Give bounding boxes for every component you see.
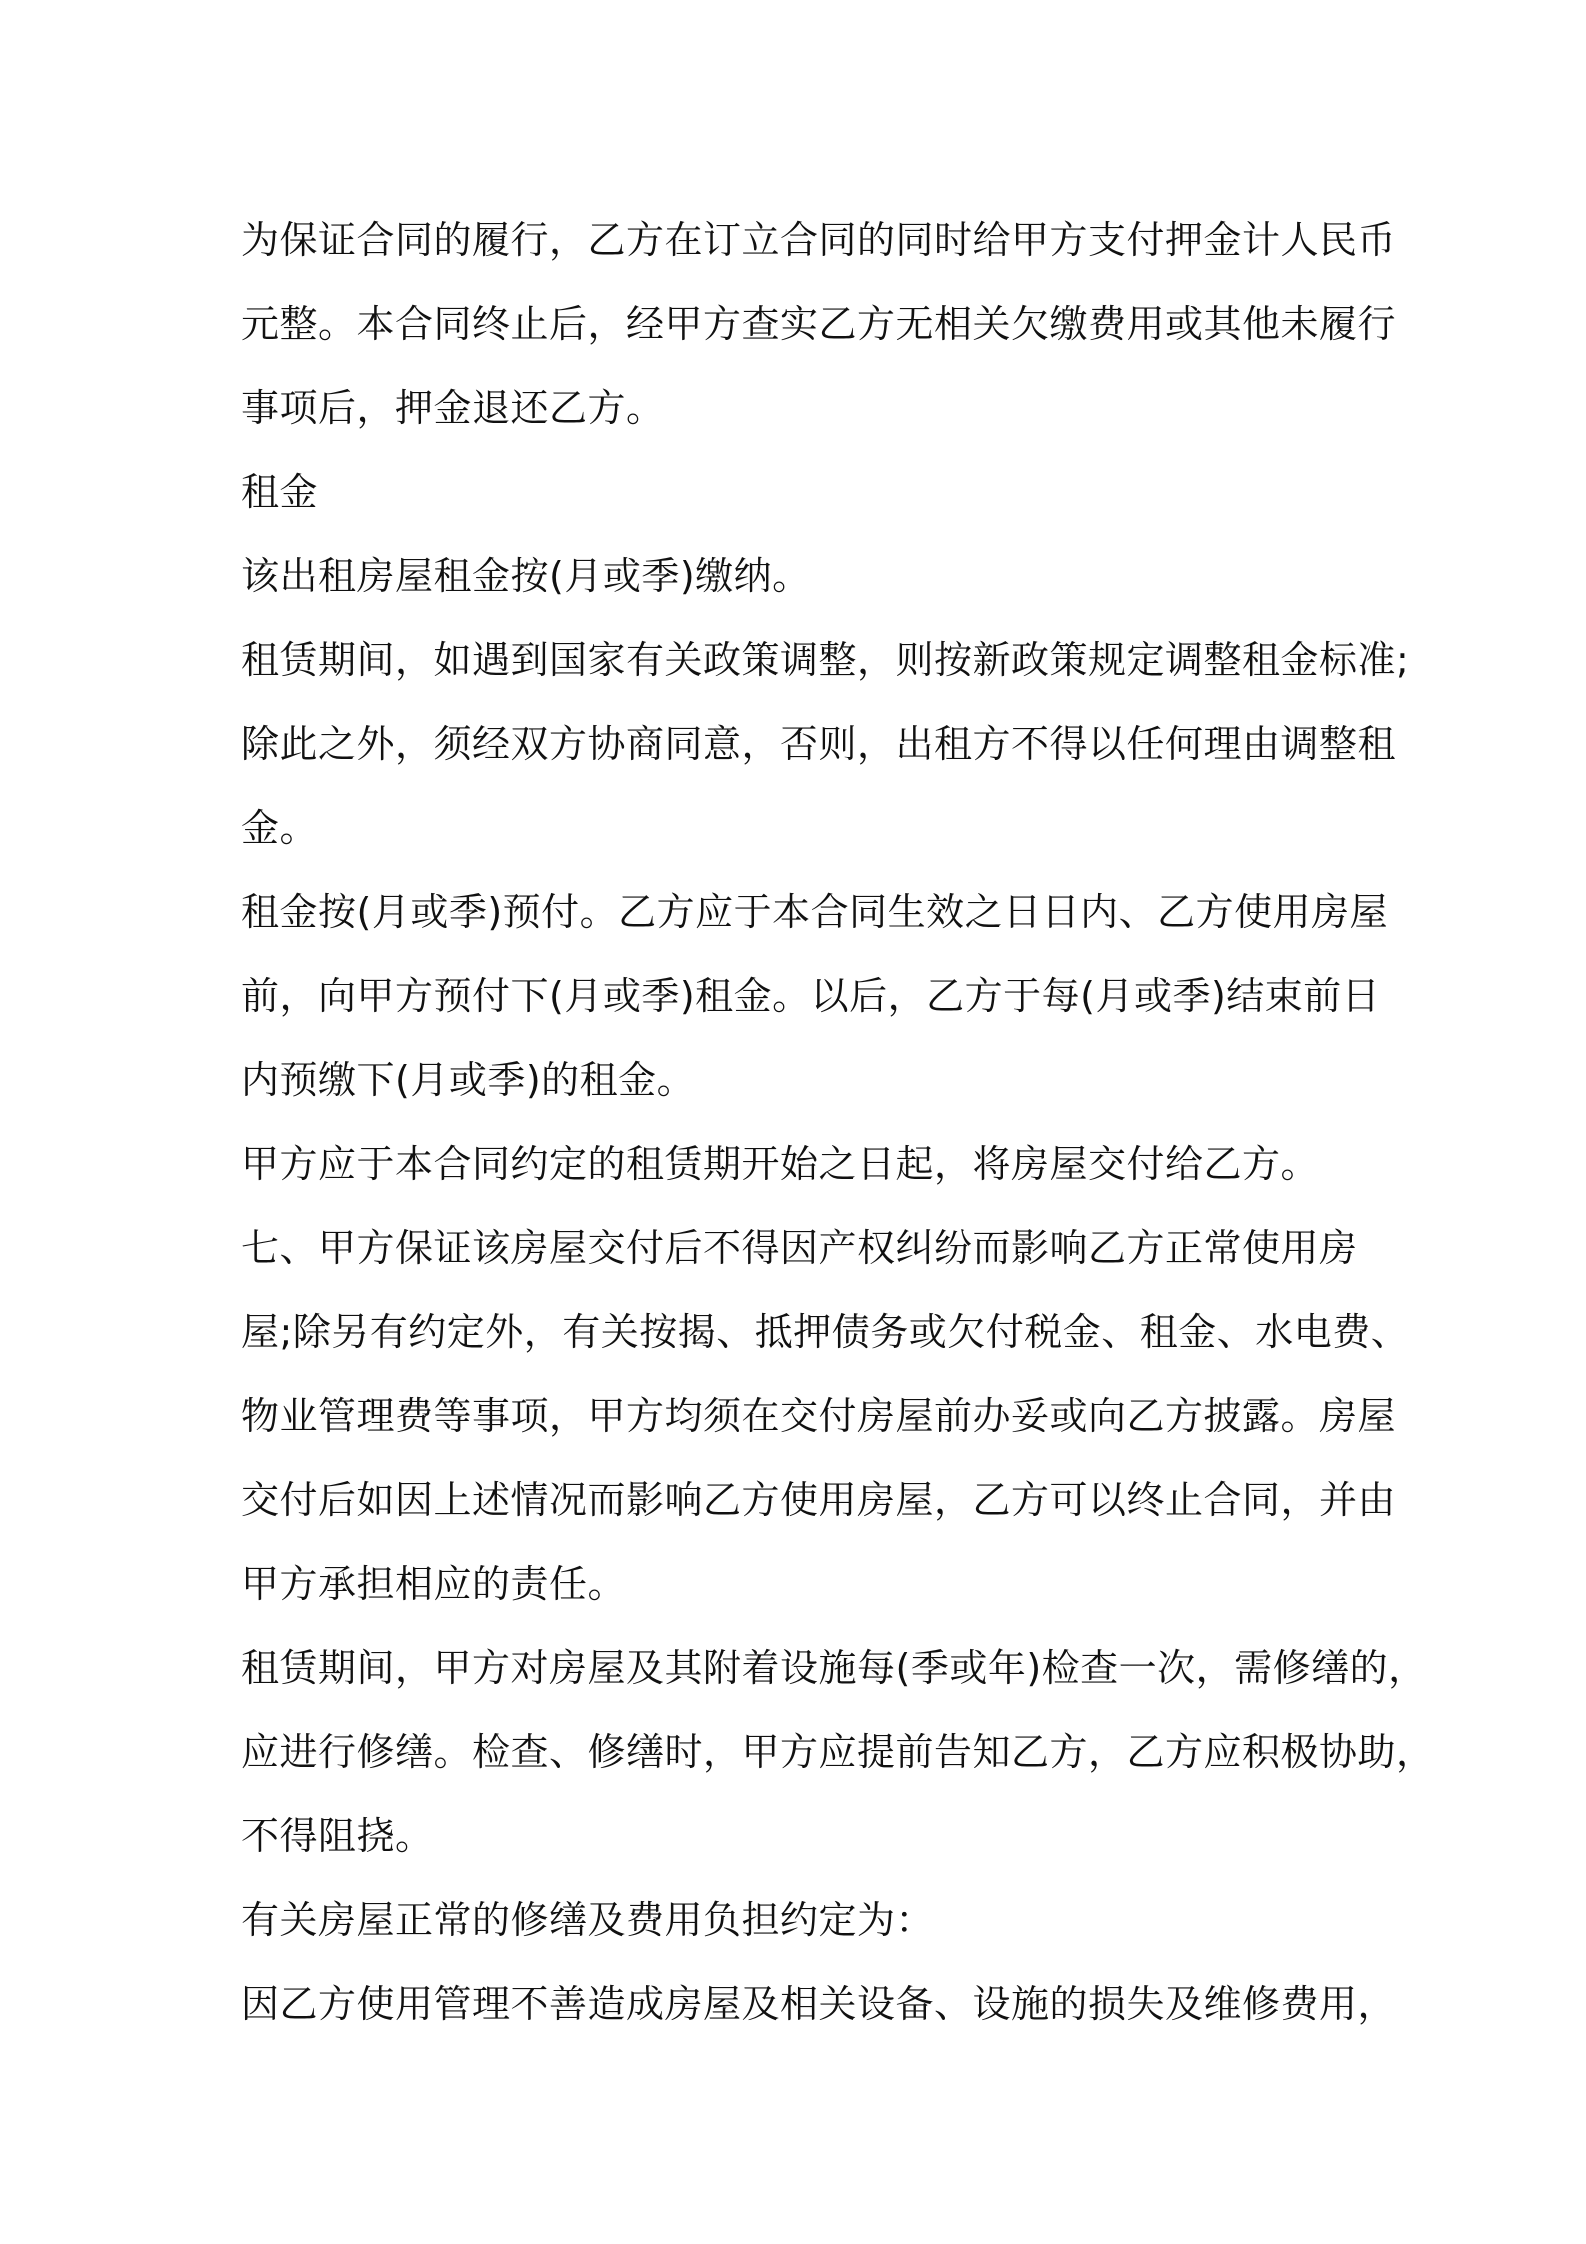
text-line: 七、甲方保证该房屋交付后不得因产权纠纷而影响乙方正常使用房 xyxy=(241,1226,1358,1270)
text-line: 租赁期间，甲方对房屋及其附着设施每(季或年)检查一次，需修缮的， xyxy=(241,1646,1427,1690)
document-body xyxy=(241,198,1435,2046)
text-line: 交付后如因上述情况而影响乙方使用房屋，乙方可以终止合同，并由 xyxy=(241,1478,1397,1522)
text-line: 屋;除另有约定外，有关按揭、抵押债务或欠付税金、租金、水电费、 xyxy=(241,1310,1410,1354)
text-line: 甲方应于本合同约定的租赁期开始之日起，将房屋交付给乙方。 xyxy=(241,1142,1320,1186)
text-line: 租金按(月或季)预付。乙方应于本合同生效之日日内、乙方使用房屋 xyxy=(241,890,1389,934)
text-line: 前，向甲方预付下(月或季)租金。以后，乙方于每(月或季)结束前日 xyxy=(241,974,1381,1018)
text-line: 内预缴下(月或季)的租金。 xyxy=(241,1058,696,1102)
text-line: 元整。本合同终止后，经甲方查实乙方无相关欠缴费用或其他未履行 xyxy=(241,302,1397,346)
text-line: 该出租房屋租金按(月或季)缴纳。 xyxy=(241,554,811,598)
text-line: 应进行修缮。检查、修缮时，甲方应提前告知乙方，乙方应积极协助， xyxy=(241,1730,1435,1774)
text-line: 物业管理费等事项，甲方均须在交付房屋前办妥或向乙方披露。房屋 xyxy=(241,1394,1397,1438)
text-line: 不得阻挠。 xyxy=(241,1814,434,1858)
text-line: 事项后，押金退还乙方。 xyxy=(241,386,665,430)
text-line: 甲方承担相应的责任。 xyxy=(241,1562,627,1606)
text-line: 除此之外，须经双方协商同意，否则，出租方不得以任何理由调整租 xyxy=(241,722,1397,766)
text-line: 租赁期间，如遇到国家有关政策调整，则按新政策规定调整租金标准; xyxy=(241,638,1410,682)
text-line: 因乙方使用管理不善造成房屋及相关设备、设施的损失及维修费用， xyxy=(241,1982,1397,2026)
text-line: 为保证合同的履行，乙方在订立合同的同时给甲方支付押金计人民币 xyxy=(241,218,1397,262)
text-line: 金。 xyxy=(241,806,319,850)
text-line: 有关房屋正常的修缮及费用负担约定为： xyxy=(241,1898,935,1942)
section-heading: 租金 xyxy=(241,470,319,514)
